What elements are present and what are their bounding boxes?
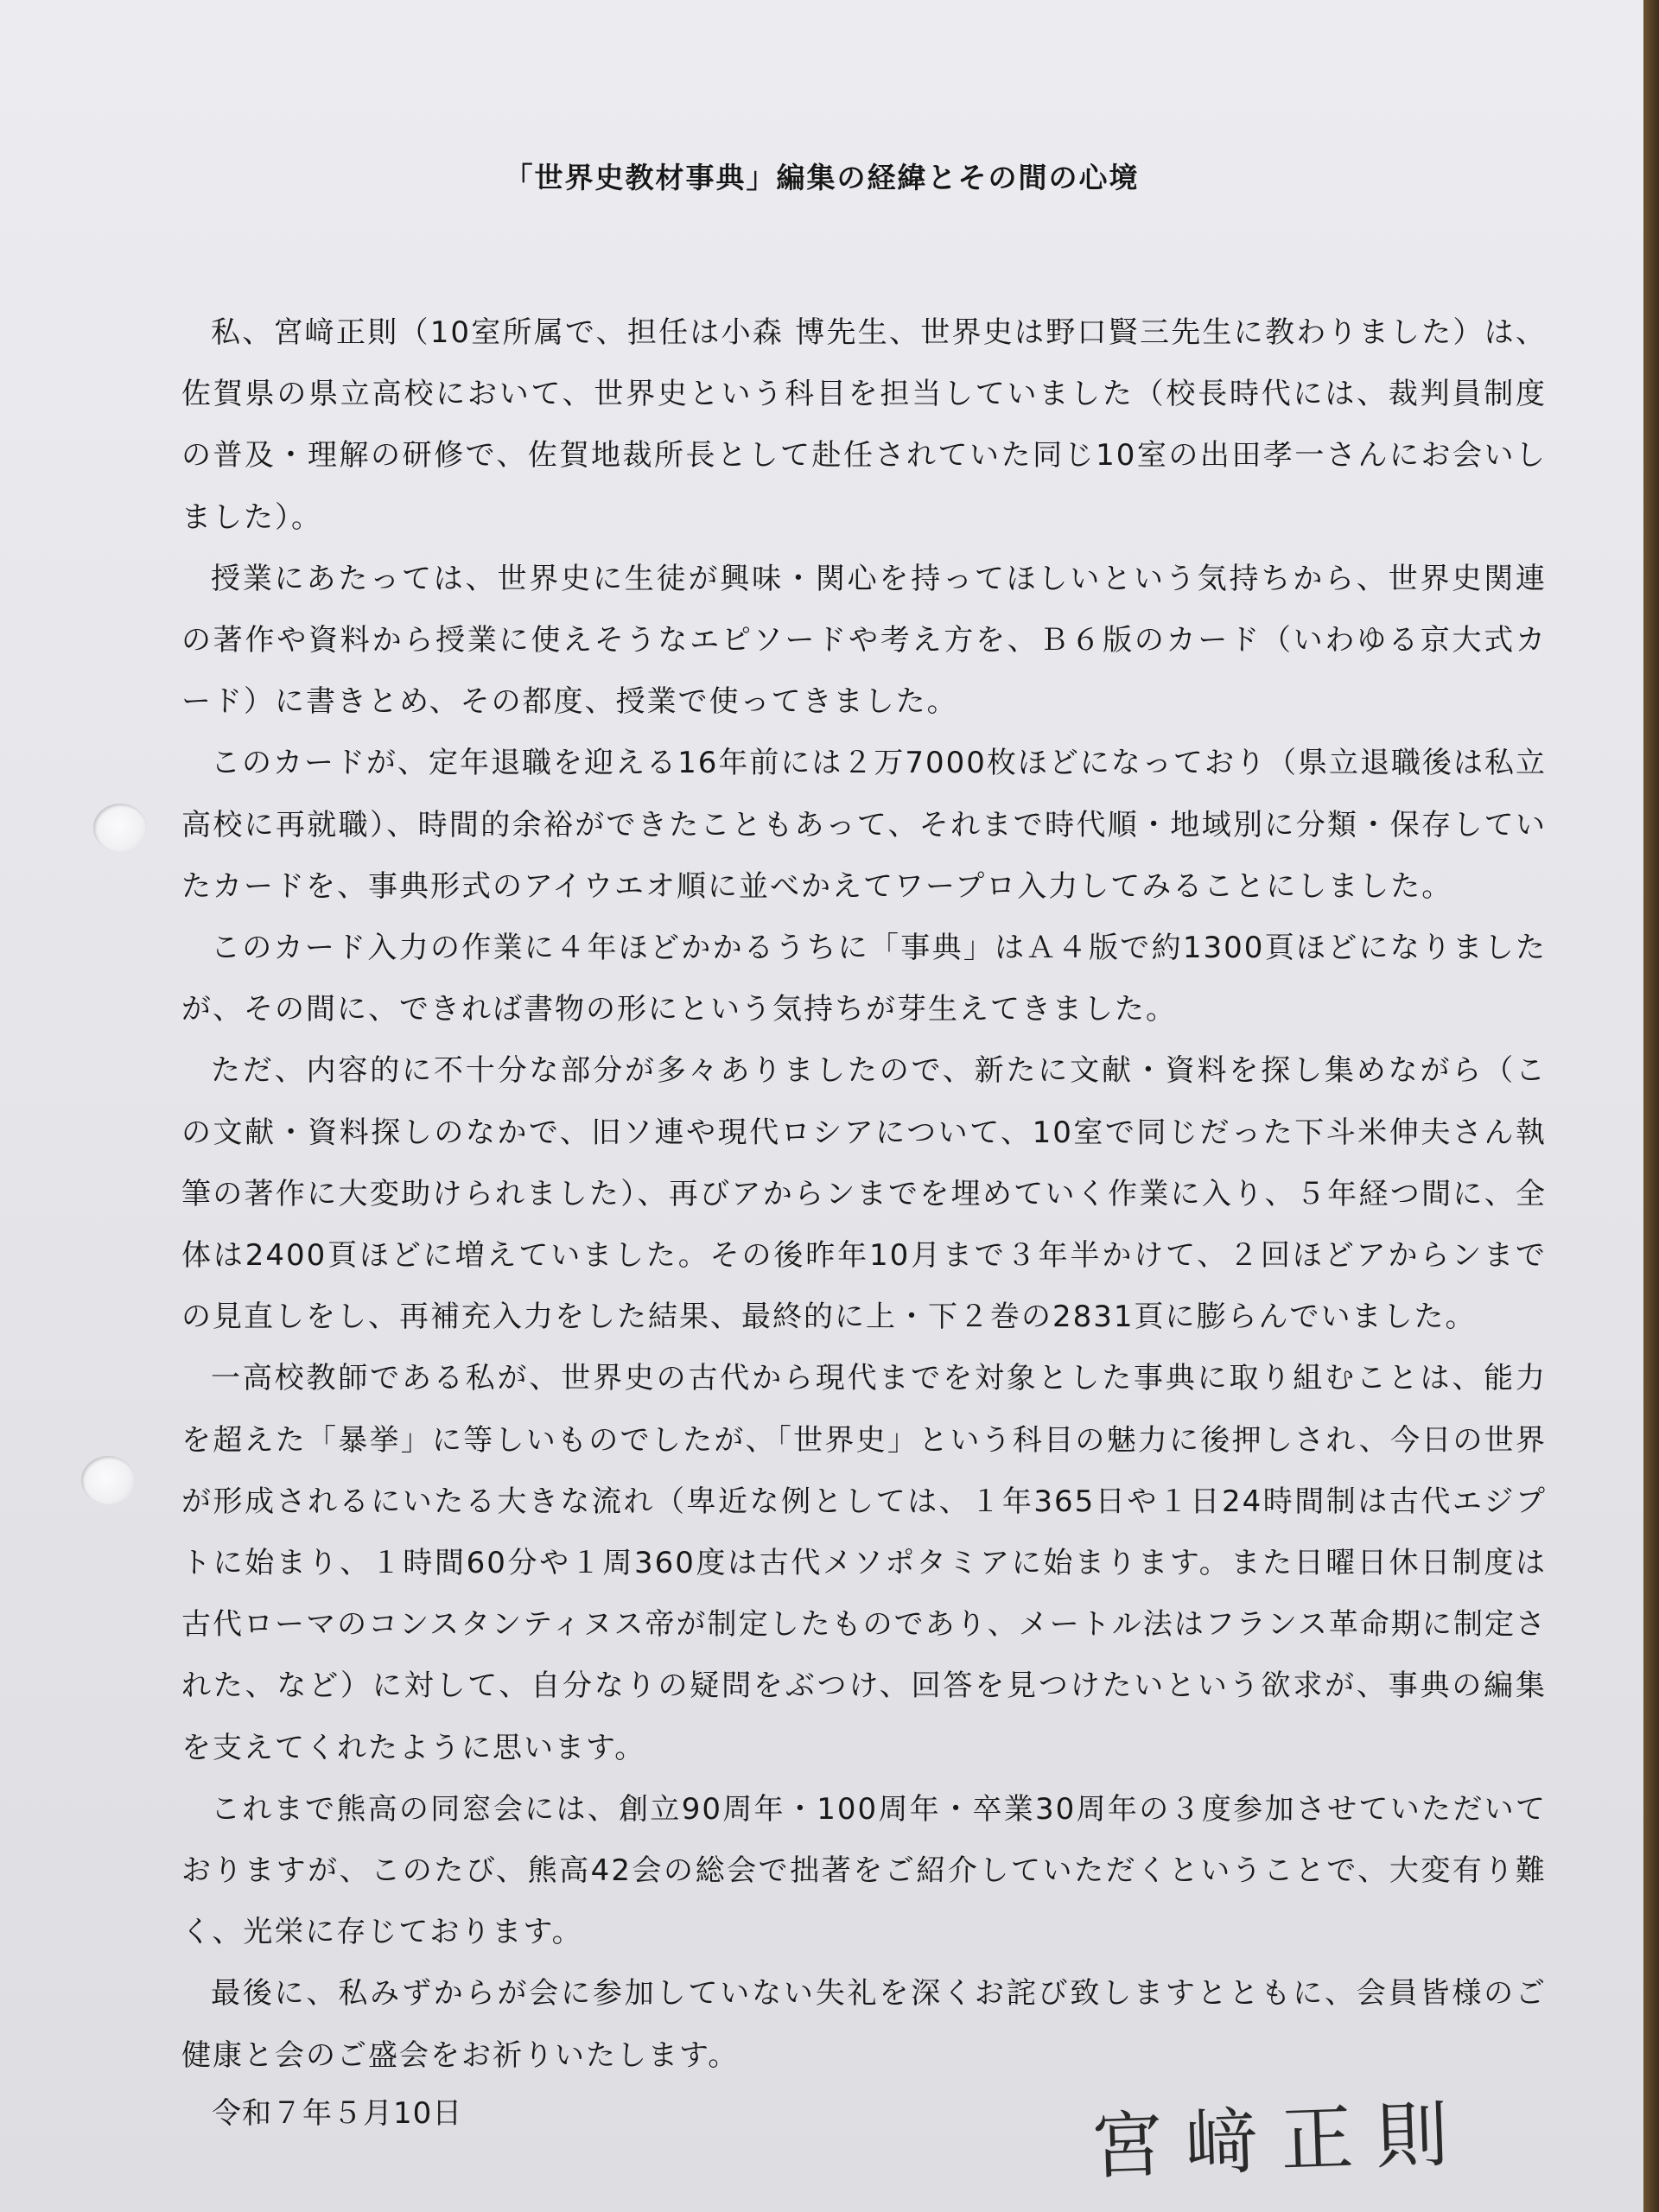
paragraph: 一高校教師である私が、世界史の古代から現代までを対象とした事典に取り組むことは、能力を超えた「暴挙」に等しいものでしたが、「世界史」という科目の魅力に後押しされ、今日の世界が形成されるにいたる大きな流れ（卑近な例としては、１年365日や１日24時間制は古代エジプトに始まり、１時間60分や１周360度は古代メソポタミアに始まります。また日曜日休日制度は古代ローマのコンスタンティヌス帝が制定したものであり、メートル法はフランス革命期に制定された、など）に対して、自分なりの疑問をぶつけ、回答を見つけたいという欲求が、事典の編集を支えてくれたように思います。: [181, 1361, 1547, 1765]
paragraph: ただ、内容的に不十分な部分が多々ありましたので、新たに文献・資料を探し集めながら（この文献・資料探しのなかで、旧ソ連や現代ロシアについて、10室で同じだった下斗米伸夫さん執筆の著作に大変助けられました）、再びアからンまでを埋めていく作業に入り、５年経つ間に、全体は2400頁ほどに増えていました。その後昨年10月まで３年半かけて、２回ほどアからンまでの見直しをし、再補充入力をした結果、最終的に上・下２巻の2831頁に膨らんでいました。: [181, 1053, 1547, 1335]
document-title: 「世界史教材事典」編集の経緯とその間の心境: [504, 161, 1140, 194]
paragraph: 私、宮﨑正則（10室所属で、担任は小森 博先生、世界史は野口賢三先生に教わりました）は、佐賀県の県立高校において、世界史という科目を担当していました（校長時代には、裁判員制度の普及・理解の研修で、佐賀地裁所長として赴任されていた同じ10室の出田孝一さんにお会いしました）。: [181, 315, 1547, 535]
paragraph: このカードが、定年退職を迎える16年前には２万7000枚ほどになっており（県立退職後は私立高校に再就職）、時間的余裕ができたこともあって、それまで時代順・地域別に分類・保存していたカードを、事典形式のアイウエオ順に並べかえてワープロ入力してみることにしました。: [181, 746, 1547, 904]
punch-hole: [93, 804, 147, 852]
paragraph: これまで熊高の同窓会には、創立90周年・100周年・卒業30周年の３度参加させていただいておりますが、このたび、熊高42会の総会で拙著をご紹介していただくということで、大変有り難く、光栄に存じております。: [181, 1791, 1547, 1950]
paragraph: 最後に、私みずからが会に参加していない失礼を深くお詫び致しますとともに、会員皆様のご健康と会のご盛会をお祈りいたします。: [181, 1976, 1547, 2073]
paragraph: 授業にあたっては、世界史に生徒が興味・関心を持ってほしいという気持ちから、世界史関連の著作や資料から授業に使えそうなエピソードや考え方を、Ｂ６版のカード（いわゆる京大式カード）に書きとめ、その都度、授業で使ってきました。: [181, 561, 1547, 720]
paragraph: このカード入力の作業に４年ほどかかるうちに「事典」はＡ４版で約1300頁ほどになりましたが、その間に、できれば書物の形にという気持ちが芽生えてきました。: [181, 931, 1547, 1027]
document-body: [181, 302, 1547, 2087]
punch-hole: [81, 1456, 135, 1504]
handwritten-signature: 宮﨑正則: [1089, 2091, 1472, 2190]
document-date: 令和７年５月10日: [212, 2096, 463, 2131]
table-surface: [1643, 0, 1659, 2212]
